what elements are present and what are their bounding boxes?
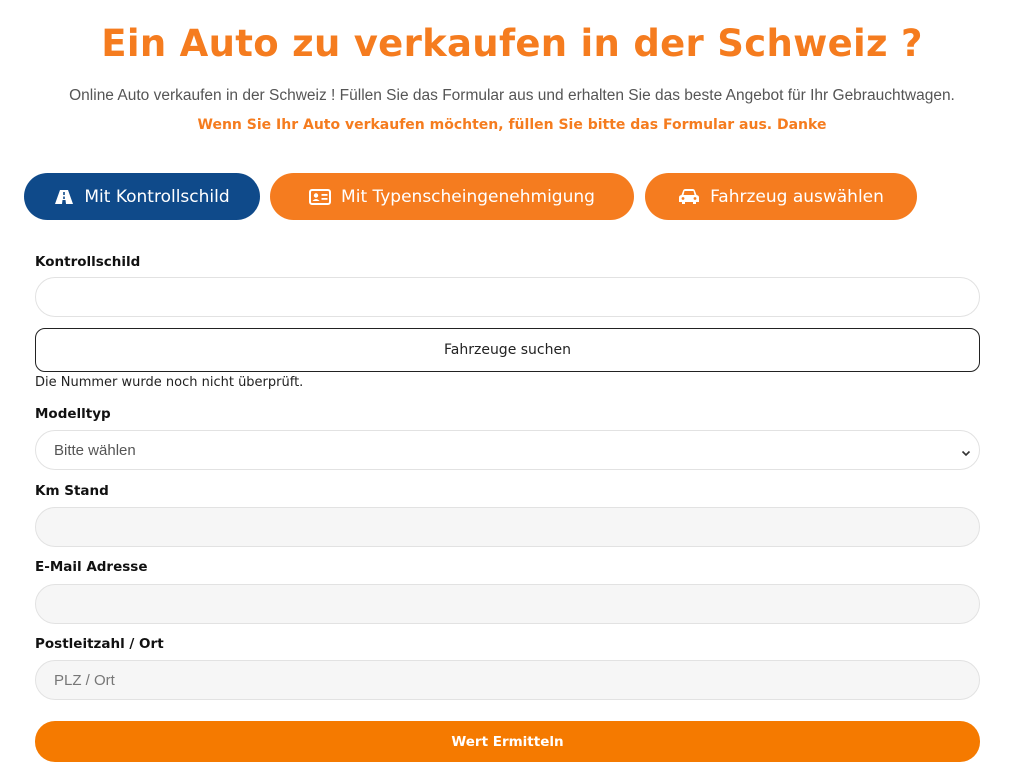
model-select-value: Bitte wählen	[54, 441, 136, 459]
email-label: E-Mail Adresse	[35, 559, 148, 575]
email-input[interactable]	[35, 584, 980, 624]
form-instruction: Wenn Sie Ihr Auto verkaufen möchten, füllen Sie bitte das Formular aus. Danke	[197, 117, 827, 133]
km-label: Km Stand	[35, 483, 109, 499]
road-icon	[54, 189, 74, 205]
km-input[interactable]	[35, 507, 980, 547]
tab-label: Mit Kontrollschild	[84, 186, 230, 207]
tab-fahrzeug[interactable]	[645, 173, 917, 220]
plate-label: Kontrollschild	[35, 254, 141, 270]
validation-hint: Die Nummer wurde noch nicht überprüft.	[35, 375, 304, 390]
id-card-icon	[309, 189, 331, 205]
tab-kontrollschild[interactable]	[24, 173, 260, 220]
plate-input[interactable]	[35, 277, 980, 317]
submit-button[interactable]: Wert Ermitteln	[35, 721, 980, 762]
page-subtitle: Online Auto verkaufen in der Schweiz ! Füllen Sie das Formular aus und erhalten Sie das beste Angebot für Ihr Gebrauchtwagen.	[69, 87, 955, 104]
model-select[interactable]	[35, 430, 980, 470]
tab-typenschein[interactable]	[270, 173, 634, 220]
model-label: Modelltyp	[35, 406, 111, 422]
zip-label: Postleitzahl / Ort	[35, 636, 164, 652]
tab-label: Mit Typenscheingenehmigung	[341, 186, 595, 207]
chevron-down-icon	[961, 445, 971, 462]
car-icon	[678, 188, 700, 206]
tab-label: Fahrzeug auswählen	[710, 186, 884, 207]
page-title: Ein Auto zu verkaufen in der Schweiz ?	[101, 22, 923, 65]
search-vehicles-button[interactable]: Fahrzeuge suchen	[35, 328, 980, 372]
zip-placeholder: PLZ / Ort	[54, 671, 115, 689]
zip-input[interactable]	[35, 660, 980, 700]
